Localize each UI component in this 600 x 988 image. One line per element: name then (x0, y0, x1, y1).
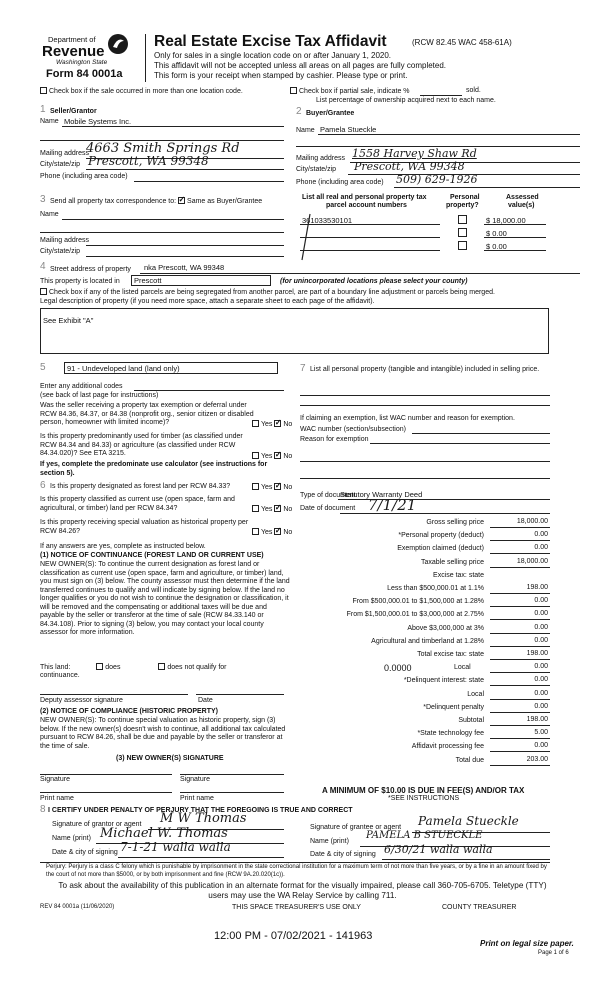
buyer-city-value[interactable]: Prescott, WA 99348 (354, 160, 465, 173)
legal-size-note: Print on legal size paper. (480, 939, 574, 948)
fee-row-1-label: Local (467, 690, 484, 698)
seller-name-label: Name (40, 118, 59, 125)
section6-number: 6 (40, 480, 46, 491)
tax-row-2-label: Exemption claimed (deduct) (397, 545, 484, 553)
assessed-value-3[interactable]: $ 0.00 (486, 242, 507, 251)
fee-row-2-label: *Delinquent penalty (423, 703, 484, 711)
tax-row-7-line (490, 619, 550, 620)
fee-row-0-label: *Delinquent interest: state (403, 677, 484, 685)
historic-question: Is this property receiving special valuation as historical property per RCW 84.26? (40, 519, 249, 535)
reason-label: Reason for exemption (300, 436, 369, 443)
personal-property-line-1[interactable] (300, 395, 550, 396)
corr-city-label: City/state/zip (40, 248, 81, 255)
dept-line2: Revenue (42, 43, 105, 60)
buyer-city-label: City/state/zip (296, 166, 337, 173)
seller-phone-line[interactable] (134, 181, 284, 182)
personal-property-label: List all personal property (tangible and intangible) included in selling price. (310, 366, 540, 373)
wac-label: WAC number (section/subsection) (300, 426, 406, 433)
current-use-yes-no (252, 505, 292, 513)
notice1-title: (1) NOTICE OF CONTINUANCE (FOREST LAND OR CURRENT USE) (40, 552, 264, 559)
grantee-sig-value[interactable]: Pamela Stueckle (418, 814, 519, 828)
tax-row-7-value[interactable]: 0.00 (534, 610, 548, 618)
street-line (140, 273, 580, 274)
fee-row-5-label: Affidavit processing fee (411, 743, 484, 751)
local-tax-value[interactable]: 0.00 (534, 663, 548, 671)
parcel-pen-mark (296, 212, 316, 262)
segregation-checkbox[interactable] (40, 288, 47, 295)
fee-row-5-value[interactable]: 0.00 (534, 742, 548, 750)
fee-row-6-label: Total due (455, 756, 484, 764)
forest-yes-label: Yes (261, 484, 273, 491)
forest-question: Is this property designated as forest land per RCW 84.33? (50, 483, 231, 490)
seller-city-value[interactable]: Prescott, WA 99348 (88, 154, 209, 168)
seller-city-label: City/state/zip (40, 161, 81, 168)
fee-row-6-value[interactable]: 203.00 (526, 755, 548, 763)
deputy-date-label: Date (198, 697, 213, 704)
tax-row-8-line (490, 633, 550, 634)
doc-type-label: Type of document (300, 492, 356, 499)
tax-row-5-line (490, 593, 550, 594)
partial-sale-label: Check box if partial sale, indicate % (299, 88, 410, 95)
located-value: Prescott (134, 276, 162, 285)
doc-date-line (340, 513, 550, 514)
timber-note: If yes, complete the predominate use calculator (see instructions for section 5). (40, 461, 268, 477)
grantor-name-label: Name (print) (52, 835, 91, 842)
tax-row-8-label: Above $3,000,000 at 3% (407, 624, 484, 632)
parcel-line-1 (300, 224, 440, 225)
form-title: Real Estate Excise Tax Affidavit (154, 33, 387, 50)
forest-yes-no (252, 483, 292, 491)
grantee-date-value[interactable]: 6/30/21 walla walla (384, 843, 493, 856)
notice1-text: NEW OWNER(S): To continue the current designation as forest land or classification as current use (open space, farm and agriculture, or timber) land, you must sign on (3) below. The county assessor must then determine if the land transferred continues to qualify and will indicate by signing below. If the land no longer qualifies or you do not wish to continue the designation or classification, it will be removed and the compensating or additional taxes will be due and payable by the seller or transferor at the time of sale (RCW 84.33.140 or 84.34.108). Prior to signing (3) below, you may contact your local county assessor for more information. (40, 561, 290, 637)
dept-line3: Washington State (56, 59, 108, 66)
tax-row-8-value[interactable]: 0.00 (534, 623, 548, 631)
doc-type-value[interactable]: Statutory Warranty Deed (340, 490, 423, 499)
assessed-head2: value(s) (508, 202, 535, 209)
tax-row-1-value[interactable]: 0.00 (534, 531, 548, 539)
reason-line-3[interactable] (300, 478, 550, 479)
forest-no-checkbox[interactable] (274, 483, 281, 490)
located-note: (for unincorporated locations please select your county) (280, 278, 468, 285)
buyer-mailing-value[interactable]: 1558 Harvey Shaw Rd (352, 147, 477, 160)
partial-sale-percent-field[interactable] (420, 95, 462, 96)
header-sub1: Only for sales in a single location code on or after January 1, 2020. (154, 51, 392, 60)
corr-mailing-line[interactable] (86, 245, 284, 246)
buyer-phone-value[interactable]: 509) 629-1926 (396, 173, 478, 186)
owner-name-line-1[interactable] (40, 792, 172, 793)
owner-sig-line-1[interactable] (40, 774, 172, 775)
fee-row-1-value[interactable]: 0.00 (534, 689, 548, 697)
does-not-checkbox[interactable] (158, 663, 165, 670)
tax-row-5-label: Less than $500,000.01 at 1.1% (387, 585, 484, 592)
if-yes-note: If any answers are yes, complete as instructed below. (40, 543, 206, 550)
historic-yes-checkbox[interactable] (252, 528, 259, 535)
deputy-label: Deputy assessor signature (40, 697, 123, 704)
personal-property-line-2[interactable] (300, 405, 550, 406)
segregation-row (40, 288, 495, 296)
does-label: does (105, 664, 121, 671)
forest-no-label: No (283, 484, 293, 491)
seller-phone-label: Phone (including area code) (40, 173, 128, 180)
section7-number: 7 (300, 363, 306, 374)
grantor-date-label: Date & city of signing (52, 849, 118, 856)
tax-row-2-value[interactable]: 0.00 (534, 544, 548, 552)
this-land-label: This land: (40, 664, 71, 671)
same-as-buyer-checkbox[interactable] (178, 197, 185, 204)
personal-head2: property? (446, 202, 479, 209)
corr-city-line[interactable] (86, 256, 284, 257)
tax-row-3-line (490, 567, 550, 568)
parcels-head1: List all real and personal property tax (302, 194, 427, 201)
see-instructions: *SEE INSTRUCTIONS (388, 795, 460, 802)
parcel-number-1[interactable]: 361033530101 (302, 216, 353, 225)
historic-no-checkbox[interactable] (274, 528, 281, 535)
fee-row-2-line (490, 712, 550, 713)
current-use-yes-label: Yes (261, 506, 273, 513)
personal-checkbox-3[interactable] (458, 241, 467, 250)
footer-rule (40, 862, 550, 863)
buyer-name-line (318, 134, 580, 135)
historic-yes-label: Yes (261, 529, 273, 536)
tax-row-7-label: From $1,500,000.01 to $3,000,000 at 2.75% (346, 611, 484, 619)
timber-yes-no (252, 452, 292, 460)
corr-blank-line (40, 232, 284, 233)
seller-mailing-value[interactable]: 4663 Smith Springs Rd (86, 141, 240, 156)
fee-row-1-line (490, 699, 550, 700)
street-value[interactable]: nka Prescott, WA 99348 (144, 263, 225, 272)
personal-head1: Personal (450, 194, 480, 201)
form-number: Form 84 0001a (46, 68, 123, 80)
exemption-yes-no (252, 420, 292, 428)
timber-no-label: No (283, 453, 293, 460)
fee-row-4-label: *State technology fee (417, 730, 484, 738)
located-select[interactable] (131, 275, 271, 286)
rev-label: REV 84 0001a (11/06/2020) (40, 904, 115, 910)
tax-row-5-value[interactable]: 198.00 (526, 584, 548, 591)
tax-row-10-label: Total excise tax: state (417, 651, 484, 658)
owner-name-label-1: Print name (40, 795, 74, 802)
grantor-date-line (118, 857, 284, 858)
reason-line-1[interactable] (370, 443, 550, 444)
tax-row-9-value[interactable]: 0.00 (534, 636, 548, 644)
assessed-line-3 (484, 250, 546, 251)
buyer-phone-line (394, 187, 580, 188)
multi-location-row (40, 87, 243, 95)
tax-row-4-label: Excise tax: state (433, 571, 484, 579)
current-use-no-checkbox[interactable] (274, 505, 281, 512)
correspondence-row (50, 197, 262, 205)
does-not-label: does not qualify for (167, 664, 227, 671)
current-use-no-label: No (283, 506, 293, 513)
reason-line-2[interactable] (300, 461, 550, 462)
grantor-name-value[interactable]: Michael W. Thomas (100, 826, 228, 841)
county-treasurer: COUNTY TREASURER (442, 904, 517, 911)
see-back-label: (see back of last page for instructions) (40, 392, 159, 399)
owner-name-line-2[interactable] (180, 792, 284, 793)
multi-location-label: Check box if the sale occurred in more than one location code. (49, 88, 243, 95)
tax-row-10-value[interactable]: 198.00 (526, 650, 548, 657)
grantor-date-value[interactable]: 7-1-21 walla walla (120, 840, 231, 854)
segregation-label: Check box if any of the listed parcels are being segregated from another parcel, are part of a boundary line adjustment or parcels being merged. (49, 289, 495, 296)
fee-row-3-line (490, 725, 550, 726)
legal-description-box[interactable] (40, 308, 549, 354)
grantee-name-value[interactable]: PAMELA B STUECKLE (366, 830, 483, 841)
timber-question: Is this property predominantly used for timber (as classified under RCW 84.34 and 84.33) or agriculture (as classified under RCW 84.34.020)? See ETA 3215. (40, 433, 243, 457)
header-sub2: This affidavit will not be accepted unless all areas on all pages are fully completed. (154, 61, 447, 70)
grantor-sig-label: Signature of grantor or agent (52, 821, 142, 828)
forest-yes-checkbox[interactable] (252, 483, 259, 490)
this-land-row (40, 663, 227, 671)
fee-row-4-line (490, 738, 550, 739)
tax-row-2-line (490, 553, 550, 554)
buyer-mailing-label: Mailing address (296, 155, 346, 162)
section2-number: 2 (296, 106, 302, 117)
seller-name-line (62, 126, 284, 127)
seller-name-value[interactable]: Mobile Systems Inc. (64, 117, 132, 126)
header-sub3: This form is your receipt when stamped by cashier. Please type or print. (154, 71, 408, 80)
personal-checkbox-1[interactable] (458, 215, 467, 224)
deputy-date-line[interactable] (196, 694, 284, 695)
historic-yes-no (252, 528, 292, 536)
wac-line[interactable] (412, 433, 550, 434)
continuance-label: continuance. (40, 672, 80, 679)
assessed-line-1 (484, 224, 546, 225)
dept-line1: Department of (48, 35, 96, 44)
owner-sig-label-2: Signature (180, 776, 210, 783)
tax-row-0-line (490, 527, 550, 528)
grantee-name-label: Name (print) (310, 838, 349, 845)
ownership-note: List percentage of ownership acquired next to each name. (316, 97, 496, 104)
timber-yes-label: Yes (261, 453, 273, 460)
same-as-buyer-label: Same as Buyer/Grantee (187, 198, 263, 205)
tax-row-0-label: Gross selling price (426, 519, 484, 526)
corr-name-label: Name (40, 211, 59, 218)
tax-row-6-value[interactable]: 0.00 (534, 597, 548, 605)
additional-codes-line[interactable] (134, 390, 284, 391)
exemption-claim-label: If claiming an exemption, list WAC number and reason for exemption. (300, 415, 515, 422)
current-use-question: Is this property classified as current use (open space, farm and agricultural, or timber) land per RCW 84.34? (40, 496, 235, 512)
local-tax-line (490, 672, 550, 673)
parcel-line-3[interactable] (300, 250, 440, 251)
grantor-sig-value[interactable]: M W Thomas (160, 811, 247, 826)
tax-row-6-line (490, 606, 550, 607)
tax-row-1-label: *Personal property (deduct) (398, 532, 484, 540)
notice2-text: NEW OWNER(S): To continue special valuation as historic property, sign (3) below. If the new owner(s) doesn't wish to continue, all additional tax calculated pursuant to RCW 84.26, shall be due and payable by the seller or transferor at the time of sale. (40, 717, 286, 750)
assessed-value-2[interactable]: $ 0.00 (486, 229, 507, 238)
tax-row-0-value[interactable]: 18,000.00 (516, 518, 548, 525)
tax-row-3-label: Taxable selling price (420, 558, 484, 566)
sold-label: sold. (466, 87, 481, 94)
recording-stamp: 12:00 PM - 07/02/2021 - 141963 (214, 930, 373, 942)
notice2-title: (2) NOTICE OF COMPLIANCE (HISTORIC PROPERTY) (40, 708, 218, 715)
section5-number: 5 (40, 362, 46, 373)
does-checkbox[interactable] (96, 663, 103, 670)
section4-number: 4 (40, 261, 46, 272)
owner-sig-line-2[interactable] (180, 774, 284, 775)
land-use-value: 91 - Undeveloped land (land only) (67, 364, 180, 373)
corr-name-line[interactable] (62, 219, 284, 220)
alt-format-text: To ask about the availability of this publication in an alternate format for the visually impaired, please call 360-705-6705. Teletype (TTY) users may use the WA Relay Service by calling 711. (58, 881, 547, 900)
legal-description-value: See Exhibit "A" (43, 316, 94, 325)
page-number: Page 1 of 6 (538, 950, 569, 956)
fee-row-6-line (490, 765, 550, 766)
land-use-select[interactable] (64, 362, 278, 374)
legal-label: Legal description of property (if you need more space, attach a separate sheet to each page of the affidavit). (40, 298, 375, 305)
additional-codes-label: Enter any additional codes (40, 383, 123, 390)
fee-row-2-value[interactable]: 0.00 (534, 702, 548, 710)
seller-mailing-label: Mailing address (40, 150, 90, 157)
parcels-head2: parcel account numbers (326, 202, 407, 209)
grantee-date-label: Date & city of signing (310, 851, 376, 858)
partial-sale-row (290, 87, 410, 95)
exemption-no-checkbox[interactable] (274, 420, 281, 427)
form-rcw: (RCW 82.45 WAC 458-61A) (412, 38, 512, 47)
section1-number: 1 (40, 104, 46, 115)
assessed-value-1[interactable]: $ 18,000.00 (486, 216, 526, 225)
owner-sig-label-1: Signature (40, 776, 70, 783)
dor-logo-icon (107, 32, 129, 56)
fee-row-0-line (490, 685, 550, 686)
buyer-name-value[interactable]: Pamela Stueckle (320, 125, 377, 134)
local-label: Local (454, 664, 471, 672)
partial-sale-checkbox[interactable] (290, 87, 297, 94)
correspondence-label: Send all property tax correspondence to: (50, 198, 177, 205)
exemption-yes-label: Yes (261, 421, 273, 428)
buyer-name-label: Name (296, 127, 315, 134)
deputy-sig-line[interactable] (40, 694, 188, 695)
parcel-line-2[interactable] (300, 237, 440, 238)
section8-number: 8 (40, 804, 46, 815)
fee-row-3-value[interactable]: 198.00 (526, 716, 548, 723)
new-owner-sig-heading: (3) NEW OWNER(S) SIGNATURE (116, 755, 224, 762)
fee-row-4-value[interactable]: 5.00 (534, 729, 548, 737)
seller-heading: Seller/Grantor (50, 108, 97, 115)
perjury-text: Perjury: Perjury is a class C felony which is punishable by imprisonment in the state correctional institution for a maximum term of not more than five years, or by a fine in an amount fixed by the court of not more than $5000, or by both imprisonment and fine (RCW 9A.20.020(1c)). (46, 864, 547, 878)
corr-mailing-label: Mailing address (40, 237, 90, 244)
timber-yes-checkbox[interactable] (252, 452, 259, 459)
current-use-yes-checkbox[interactable] (252, 505, 259, 512)
header-divider (145, 34, 146, 82)
timber-no-checkbox[interactable] (274, 452, 281, 459)
tax-row-6-label: From $500,000.01 to $1,500,000 at 1.28% (352, 598, 484, 606)
treasurer-use: THIS SPACE TREASURER'S USE ONLY (232, 904, 361, 911)
buyer-phone-label: Phone (including area code) (296, 179, 384, 186)
tax-row-10-line (490, 659, 550, 660)
located-label: This property is located in (40, 278, 120, 285)
tax-row-3-value[interactable]: 18,000.00 (516, 557, 548, 565)
tax-row-1-line (490, 540, 550, 541)
section3-number: 3 (40, 194, 46, 205)
doc-date-value[interactable]: 7/1/21 (368, 496, 417, 514)
assessed-line-2 (484, 237, 546, 238)
personal-checkbox-2[interactable] (458, 228, 467, 237)
assessed-head1: Assessed (506, 194, 539, 201)
minimum-note: A MINIMUM OF $10.00 IS DUE IN FEE(S) AND/OR TAX (322, 786, 525, 795)
street-label: Street address of property (50, 266, 131, 273)
historic-no-label: No (283, 529, 293, 536)
fee-row-3-label: Subtotal (458, 717, 484, 724)
tax-row-9-label: Agricultural and timberland at 1.28% (371, 637, 484, 645)
multi-location-checkbox[interactable] (40, 87, 47, 94)
tax-row-9-line (490, 646, 550, 647)
exemption-no-label: No (283, 421, 293, 428)
buyer-heading: Buyer/Grantee (306, 110, 355, 117)
exemption-yes-checkbox[interactable] (252, 420, 259, 427)
grantee-date-line (382, 859, 550, 860)
fee-row-5-line (490, 751, 550, 752)
seller-city-line (86, 169, 284, 170)
exemption-question: Was the seller receiving a property tax exemption or deferral under RCW 84.36, 84.37, or 84.38 (nonprofit org., senior citizen or disabled person, homeowner with limited income)? (40, 402, 254, 426)
certify-heading: I CERTIFY UNDER PENALTY OF PERJURY THAT THE FOREGOING IS TRUE AND CORRECT (48, 807, 353, 814)
owner-name-label-2: Print name (180, 795, 214, 802)
local-rate-value: 0.0000 (384, 663, 412, 674)
grantee-sig-label: Signature of grantee or agent (310, 824, 402, 831)
doc-date-label: Date of document (300, 505, 356, 512)
fee-row-0-value[interactable]: 0.00 (534, 676, 548, 684)
